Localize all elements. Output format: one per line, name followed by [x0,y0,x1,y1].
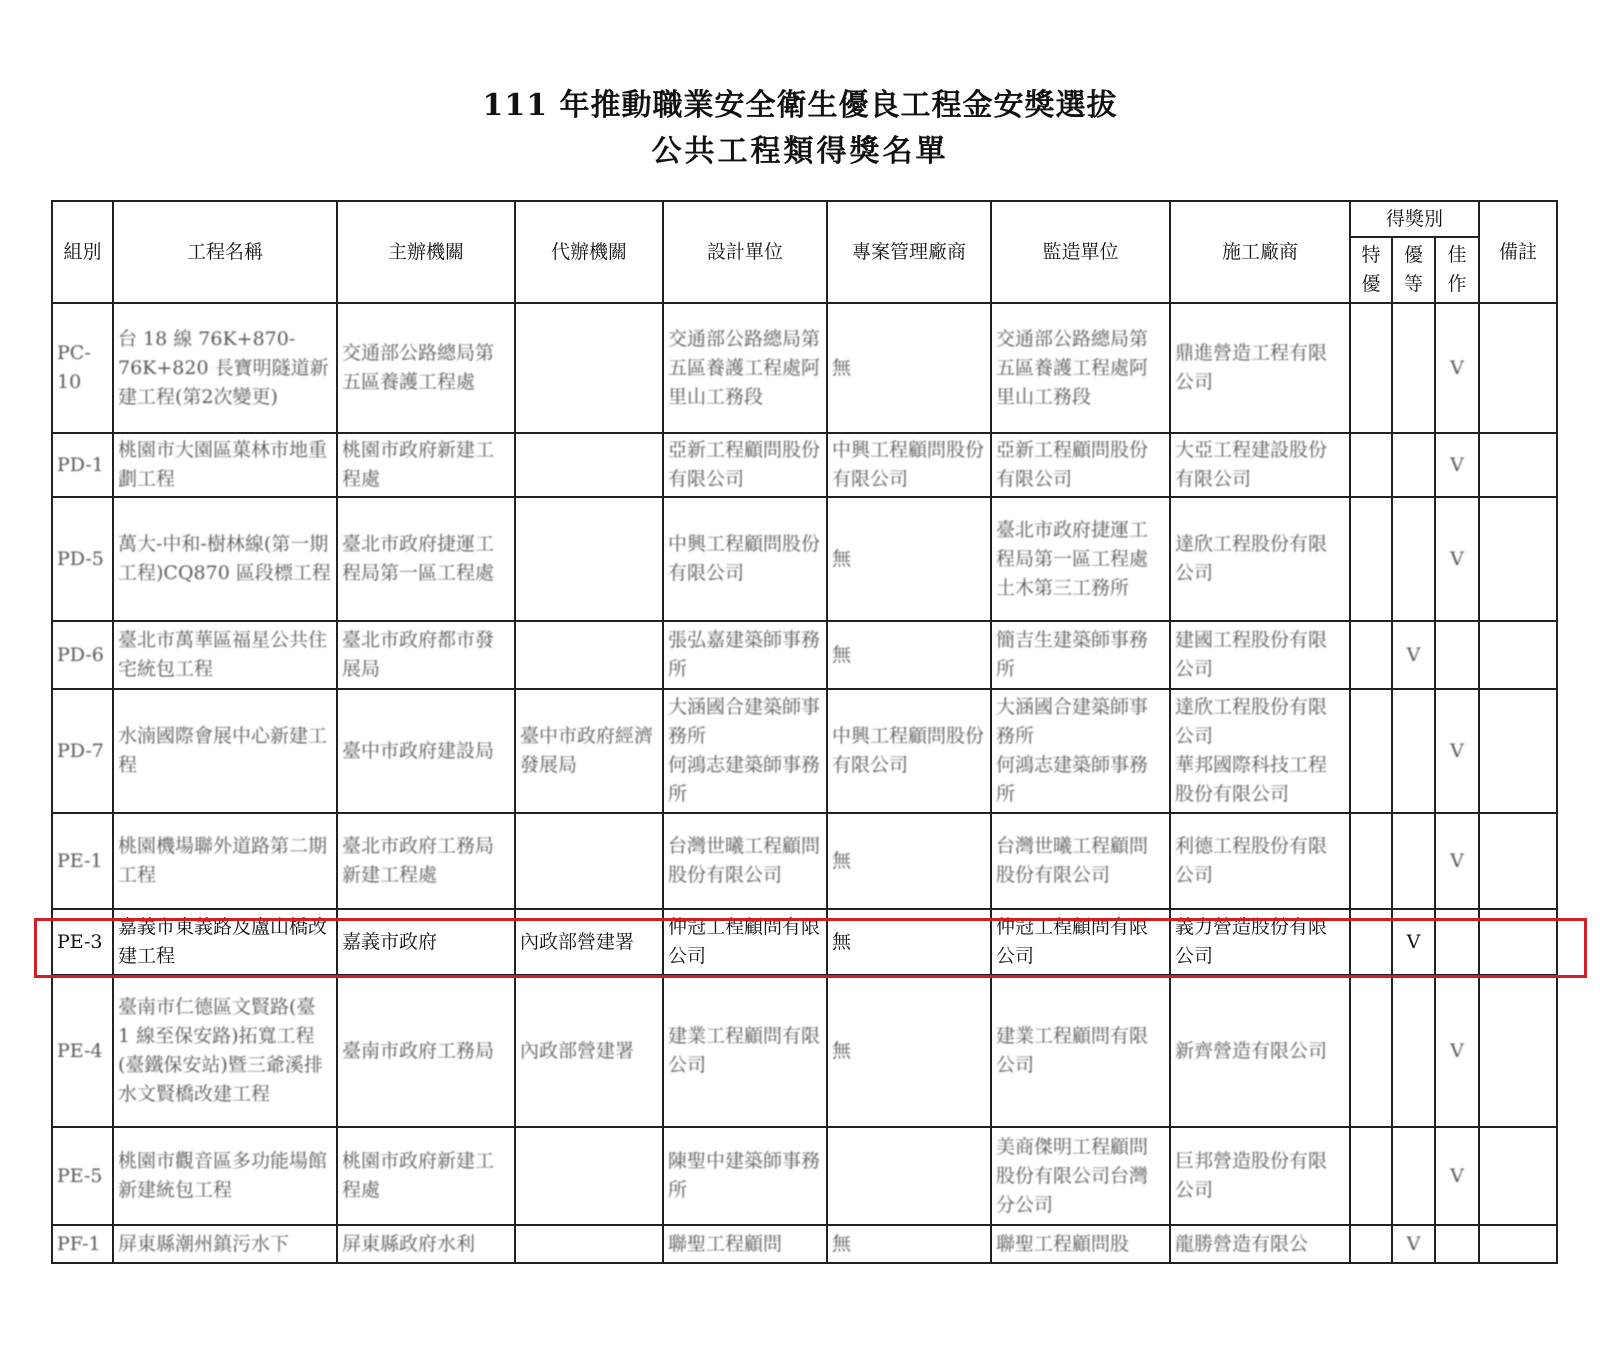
cell-award-excellent: V [1392,621,1435,689]
cell-host: 桃園市政府新建工程處 [337,433,515,497]
cell-contractor: 建國工程股份有限公司 [1170,621,1350,689]
cell-group: PE-1 [52,813,113,909]
cell-agent: 內政部營建署 [515,975,663,1127]
header-design: 設計單位 [663,201,827,303]
cell-supervisor: 臺北市政府捷運工程局第一區工程處土木第三工務所 [991,497,1170,621]
cell-group: PF-1 [52,1225,113,1263]
cell-host: 臺北市政府捷運工程局第一區工程處 [337,497,515,621]
cell-host: 屏東縣政府水利 [337,1225,515,1263]
award-table [51,200,1558,1264]
cell-agent [515,1127,663,1225]
cell-group: PE-4 [52,975,113,1127]
header-remarks: 備註 [1479,201,1557,303]
cell-design: 台灣世曦工程顧問股份有限公司 [663,813,827,909]
cell-agent: 臺中市政府經濟發展局 [515,689,663,813]
cell-remarks [1479,689,1557,813]
cell-host: 臺中市政府建設局 [337,689,515,813]
cell-remarks [1479,813,1557,909]
cell-contractor: 義力營造股份有限公司 [1170,909,1350,975]
cell-group: PD-1 [52,433,113,497]
cell-agent [515,1225,663,1263]
cell-design: 大涵國合建築師事務所 何鴻志建築師事務所 [663,689,827,813]
cell-award-good: V [1435,1127,1479,1225]
cell-contractor: 龍勝營造有限公 [1170,1225,1350,1263]
cell-group: PD-7 [52,689,113,813]
cell-award-special [1350,909,1392,975]
cell-remarks [1479,975,1557,1127]
title-line-2: 公共工程類得獎名單 [651,134,949,169]
cell-host: 臺北市政府都市發展局 [337,621,515,689]
cell-pm: 無 [827,1225,991,1263]
cell-group: PE-5 [52,1127,113,1225]
cell-award-special [1350,1225,1392,1263]
header-award-good: 佳 作 [1435,237,1479,303]
table-row [52,303,1557,433]
cell-project: 萬大-中和-樹林線(第一期工程)CQ870 區段標工程 [113,497,337,621]
table-row-highlighted [52,909,1557,975]
header-award: 得獎別 [1350,201,1479,237]
cell-project: 桃園機場聯外道路第二期工程 [113,813,337,909]
cell-design: 陳聖中建築師事務所 [663,1127,827,1225]
cell-pm: 無 [827,497,991,621]
cell-agent: 內政部營建署 [515,909,663,975]
cell-pm: 無 [827,909,991,975]
cell-award-excellent [1392,975,1435,1127]
cell-supervisor: 聯聖工程顧問股 [991,1225,1170,1263]
table-row [52,813,1557,909]
title-line-1: 111 年推動職業安全衛生優良工程金安獎選拔 [482,88,1118,123]
cell-project: 臺北市萬華區福星公共住宅統包工程 [113,621,337,689]
header-contractor: 施工廠商 [1170,201,1350,303]
cell-award-good: V [1435,497,1479,621]
document-title [0,84,1600,174]
table-row [52,1225,1557,1263]
header-supervisor: 監造單位 [991,201,1170,303]
cell-award-good: V [1435,433,1479,497]
header-agent: 代辦機關 [515,201,663,303]
cell-supervisor: 簡吉生建築師事務所 [991,621,1170,689]
cell-group: PD-5 [52,497,113,621]
cell-award-special [1350,433,1392,497]
cell-supervisor: 亞新工程顧問股份有限公司 [991,433,1170,497]
cell-agent [515,433,663,497]
cell-remarks [1479,909,1557,975]
cell-contractor: 巨邦營造股份有限公司 [1170,1127,1350,1225]
cell-pm: 中興工程顧問股份有限公司 [827,689,991,813]
cell-award-good: V [1435,689,1479,813]
cell-award-good [1435,909,1479,975]
cell-supervisor: 大涵國合建築師事務所 何鴻志建築師事務所 [991,689,1170,813]
cell-pm: 無 [827,303,991,433]
cell-contractor: 利德工程股份有限公司 [1170,813,1350,909]
cell-supervisor: 仲冠工程顧問有限公司 [991,909,1170,975]
cell-design: 亞新工程顧問股份有限公司 [663,433,827,497]
header-host: 主辦機關 [337,201,515,303]
cell-project: 台 18 線 76K+870-76K+820 長寶明隧道新建工程(第2次變更) [113,303,337,433]
cell-award-special [1350,621,1392,689]
cell-design: 張弘嘉建築師事務所 [663,621,827,689]
cell-award-good [1435,621,1479,689]
cell-supervisor: 建業工程顧問有限公司 [991,975,1170,1127]
table-row [52,1127,1557,1225]
cell-award-good [1435,1225,1479,1263]
header-project: 工程名稱 [113,201,337,303]
cell-project: 桃園市大園區菓林市地重劃工程 [113,433,337,497]
cell-pm: 無 [827,621,991,689]
cell-award-special [1350,689,1392,813]
cell-award-special [1350,975,1392,1127]
cell-award-special [1350,303,1392,433]
cell-project: 屏東縣潮州鎮污水下 [113,1225,337,1263]
cell-award-special [1350,813,1392,909]
cell-project: 桃園市觀音區多功能場館新建統包工程 [113,1127,337,1225]
cell-contractor: 達欣工程股份有限公司 [1170,497,1350,621]
cell-award-good: V [1435,813,1479,909]
cell-supervisor: 台灣世曦工程顧問股份有限公司 [991,813,1170,909]
cell-project: 嘉義市東義路及盧山橋改建工程 [113,909,337,975]
cell-award-special [1350,497,1392,621]
cell-award-good: V [1435,975,1479,1127]
cell-host: 交通部公路總局第五區養護工程處 [337,303,515,433]
header-pm: 專案管理廠商 [827,201,991,303]
cell-award-excellent [1392,813,1435,909]
table-row [52,689,1557,813]
cell-pm [827,1127,991,1225]
table-row [52,433,1557,497]
cell-agent [515,621,663,689]
cell-design: 建業工程顧問有限公司 [663,975,827,1127]
cell-group: PD-6 [52,621,113,689]
cell-pm: 中興工程顧問股份有限公司 [827,433,991,497]
cell-award-excellent [1392,1127,1435,1225]
cell-design: 仲冠工程顧問有限公司 [663,909,827,975]
cell-contractor: 達欣工程股份有限公司 華邦國際科技工程股份有限公司 [1170,689,1350,813]
cell-contractor: 新齊營造有限公司 [1170,975,1350,1127]
cell-pm: 無 [827,975,991,1127]
cell-group: PE-3 [52,909,113,975]
cell-agent [515,497,663,621]
cell-pm: 無 [827,813,991,909]
cell-award-good: V [1435,303,1479,433]
cell-award-excellent [1392,689,1435,813]
cell-contractor: 鼎進營造工程有限公司 [1170,303,1350,433]
cell-project: 臺南市仁德區文賢路(臺 1 線至保安路)拓寬工程(臺鐵保安站)暨三爺溪排水文賢橋改建工程 [113,975,337,1127]
cell-remarks [1479,1127,1557,1225]
cell-host: 臺南市政府工務局 [337,975,515,1127]
cell-host: 臺北市政府工務局新建工程處 [337,813,515,909]
table-row [52,621,1557,689]
cell-group: PC-10 [52,303,113,433]
cell-agent [515,303,663,433]
cell-remarks [1479,621,1557,689]
cell-design: 中興工程顧問股份有限公司 [663,497,827,621]
header-award-excellent: 優 等 [1392,237,1435,303]
cell-award-excellent [1392,303,1435,433]
cell-remarks [1479,497,1557,621]
cell-remarks [1479,433,1557,497]
cell-agent [515,813,663,909]
cell-design: 聯聖工程顧問 [663,1225,827,1263]
header-group: 組別 [52,201,113,303]
table-row [52,975,1557,1127]
cell-award-excellent: V [1392,1225,1435,1263]
cell-supervisor: 美商傑明工程顧問股份有限公司台灣分公司 [991,1127,1170,1225]
cell-design: 交通部公路總局第五區養護工程處阿里山工務段 [663,303,827,433]
cell-host: 桃園市政府新建工程處 [337,1127,515,1225]
cell-contractor: 大亞工程建設股份有限公司 [1170,433,1350,497]
cell-host: 嘉義市政府 [337,909,515,975]
cell-remarks [1479,303,1557,433]
award-table-body [52,303,1557,1263]
cell-award-excellent [1392,497,1435,621]
cell-award-excellent [1392,433,1435,497]
cell-award-excellent: V [1392,909,1435,975]
cell-remarks [1479,1225,1557,1263]
cell-project: 水湳國際會展中心新建工程 [113,689,337,813]
table-row [52,497,1557,621]
header-award-special: 特 優 [1350,237,1392,303]
cell-award-special [1350,1127,1392,1225]
cell-supervisor: 交通部公路總局第五區養護工程處阿里山工務段 [991,303,1170,433]
